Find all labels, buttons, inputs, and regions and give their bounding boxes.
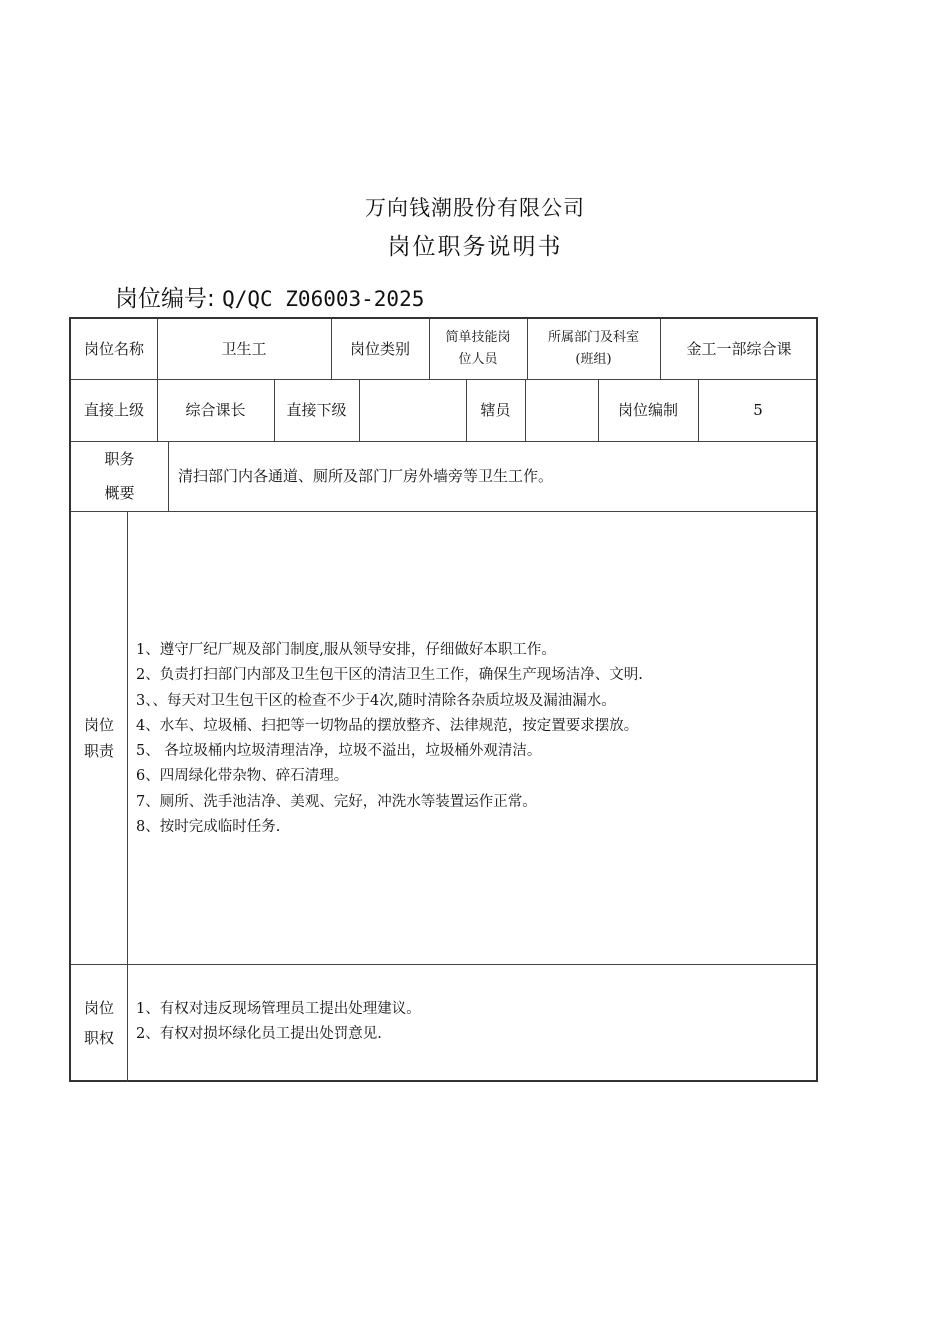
duties-label — [71, 511, 127, 964]
category-value-line2: 位人员 — [458, 352, 498, 367]
list-item: 1、有权对违反现场管理员工提出处理建议。 — [136, 1001, 421, 1017]
list-item: 8、按时完成临时任务. — [136, 819, 281, 836]
superior-label: 直接上级 — [83, 401, 144, 419]
department-label-line1: 所属部门及科室 — [547, 330, 639, 345]
list-item: 7、厕所、洗手池洁净、美观、完好，冲洗水等装置运作正常。 — [136, 793, 537, 810]
position-name-label: 岗位名称 — [83, 340, 144, 358]
category-value-line1: 简单技能岗 — [445, 330, 511, 345]
category-value — [429, 319, 527, 379]
position-number — [115, 280, 424, 313]
list-item: 5、 各垃圾桶内垃圾清理洁净，垃圾不溢出，垃圾桶外观清洁。 — [136, 743, 542, 760]
subordinate-value — [359, 379, 466, 441]
staff-label: 辖员 — [480, 401, 511, 419]
summary-text: 清扫部门内各通道、厕所及部门厂房外墙旁等卫生工作。 — [178, 467, 554, 485]
job-description-table — [69, 317, 818, 1082]
department-label — [527, 319, 660, 379]
duties-label-line1: 岗位 — [83, 715, 114, 734]
list-item: 6、四周绿化带杂物、碎石清理。 — [136, 768, 349, 785]
list-item: 2、负责打扫部门内部及卫生包干区的清洁卫生工作，确保生产现场洁净、文明. — [136, 667, 643, 684]
superior-value: 综合课长 — [185, 401, 246, 419]
summary-label-line2: 概要 — [104, 484, 135, 502]
authority-label — [71, 964, 127, 1082]
company-name: 万向钱潮股份有限公司 — [365, 196, 585, 220]
authority-label-line1: 岗位 — [83, 999, 114, 1017]
staff-value — [525, 379, 598, 441]
summary-label — [71, 441, 168, 511]
summary-label-line1: 职务 — [104, 450, 135, 468]
duties-label-line2: 职责 — [83, 741, 114, 760]
list-item: 1、遵守厂纪厂规及部门制度,服从领导安排，仔细做好本职工作。 — [136, 642, 556, 658]
duties-list — [136, 638, 643, 840]
position-name-value: 卫生工 — [221, 340, 267, 358]
department-value: 金工一部综合课 — [686, 340, 792, 358]
headcount-label: 岗位编制 — [617, 401, 678, 419]
position-number-label: 岗位编号: — [115, 286, 215, 312]
headcount-value: 5 — [753, 401, 763, 419]
document-title: 岗位职务说明书 — [387, 234, 563, 260]
position-number-value: Q/QC Z06003-2025 — [222, 287, 425, 311]
authority-list — [136, 997, 421, 1048]
authority-label-line2: 职权 — [83, 1029, 114, 1047]
category-label: 岗位类别 — [349, 340, 410, 358]
list-item: 4、水车、垃圾桶、扫把等一切物品的摆放整齐、法律规范，按定置要求摆放。 — [136, 717, 639, 734]
list-item: 2、有权对损坏绿化员工提出处罚意见. — [136, 1026, 382, 1043]
department-label-line2: (班组) — [575, 352, 612, 367]
subordinate-label: 直接下级 — [286, 401, 347, 419]
list-item: 3、、每天对卫生包干区的检查不少于4次,随时清除各杂质垃圾及漏油漏水。 — [136, 692, 616, 709]
